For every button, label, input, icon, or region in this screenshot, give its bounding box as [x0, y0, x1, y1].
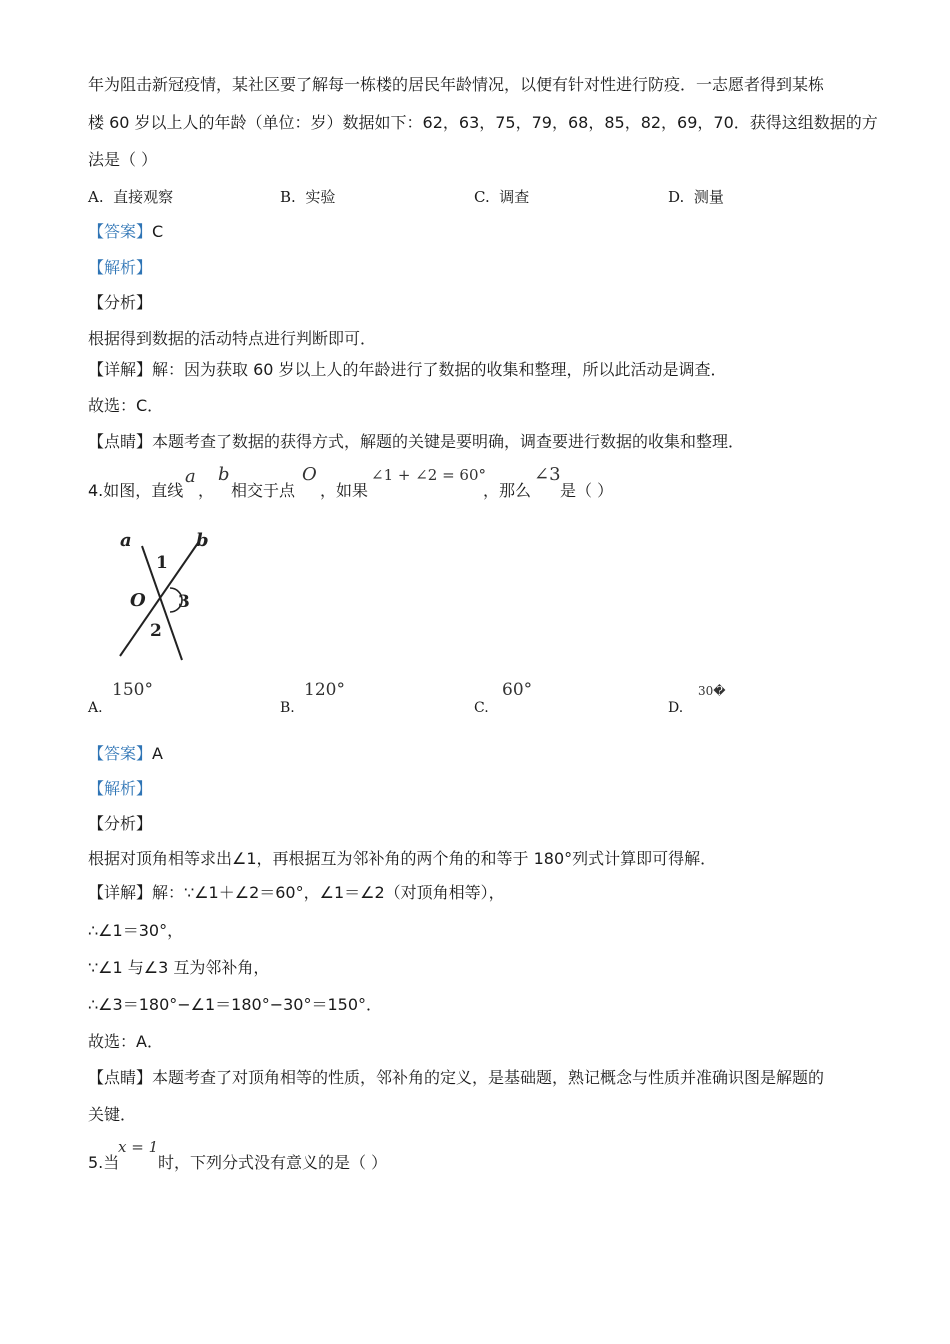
option-value: 60°	[502, 680, 533, 700]
q4-comma: ，	[198, 481, 215, 500]
option-label: D.	[668, 188, 685, 206]
q4-xiangjie	[88, 882, 505, 904]
label-3: 3	[178, 592, 190, 612]
q3-fenxi-text: 根据得到数据的活动特点进行判断即可．	[88, 329, 377, 348]
q4-dianjing-line2: 关键．	[88, 1105, 137, 1124]
q5-condition: x = 1	[118, 1138, 159, 1156]
answer-tag: 【答案】	[88, 222, 153, 241]
q3-fenxi-tag: 【分析】	[88, 293, 153, 312]
q3-option-b	[280, 186, 335, 207]
xiangjie-text: 解：∵∠1＋∠2＝60°，∠1＝∠2（对顶角相等），	[152, 883, 505, 902]
q4-step-3: ∴∠3＝180°−∠1＝180°−30°＝150°．	[88, 995, 383, 1014]
q4-prefix: 4.如图，直线	[88, 481, 184, 500]
q4-stem	[88, 464, 888, 500]
option-label: D.	[668, 700, 684, 716]
label-1: 1	[156, 553, 168, 573]
q4-guxuan: 故选：A．	[88, 1032, 163, 1051]
q5-stem	[88, 1140, 588, 1174]
answer-value: A	[152, 744, 163, 763]
label-2: 2	[150, 621, 162, 641]
line-b-symbol: b	[218, 464, 230, 485]
label-o: O	[130, 590, 146, 611]
q5-suffix: 时，下列分式没有意义的是（ ）	[158, 1153, 388, 1172]
option-value: 120°	[304, 680, 345, 700]
q4-mid2: ，如果	[320, 481, 369, 500]
q4-option-c	[474, 680, 624, 720]
option-value: 30�	[698, 684, 726, 698]
option-label: B.	[280, 188, 296, 206]
dianjing-tag: 【点睛】	[88, 1068, 153, 1087]
option-text: 调查	[499, 188, 530, 206]
q3-answer	[88, 221, 163, 243]
option-text: 直接观察	[113, 188, 174, 206]
label-a: a	[120, 530, 132, 551]
q4-fenxi-tag: 【分析】	[88, 814, 153, 833]
option-text: 测量	[693, 188, 724, 206]
q4-dianjing	[88, 1067, 824, 1089]
q4-suffix: 是（ ）	[560, 481, 614, 500]
option-label: C.	[474, 188, 490, 206]
q4-answer	[88, 743, 163, 765]
q4-option-b	[280, 680, 430, 720]
q3-guxuan: 故选：C．	[88, 396, 164, 415]
xiangjie-tag: 【详解】	[88, 883, 153, 902]
dianjing-text: 本题考查了对顶角相等的性质，邻补角的定义，是基础题，熟记概念与性质并准确识图是解题的	[152, 1068, 825, 1087]
option-label: A.	[88, 700, 103, 716]
dianjing-text: 本题考查了数据的获得方式，解题的关键是要明确，调查要进行数据的收集和整理．	[152, 432, 745, 451]
q4-condition: ∠1 + ∠2 = 60°	[371, 466, 487, 484]
q4-jiexi-tag: 【解析】	[88, 779, 153, 798]
q3-jiexi-tag: 【解析】	[88, 258, 153, 277]
xiangjie-tag: 【详解】	[88, 360, 153, 379]
q4-fenxi-text: 根据对顶角相等求出∠1，再根据互为邻补角的两个角的和等于 180°列式计算即可得解．	[88, 849, 717, 868]
intersecting-lines-figure	[112, 528, 222, 664]
q4-option-d	[668, 680, 818, 720]
q4-mid3: ，那么	[483, 481, 532, 500]
answer-tag: 【答案】	[88, 744, 153, 763]
q5-prefix: 5.当	[88, 1153, 120, 1172]
angle-3-symbol: ∠3	[534, 464, 561, 485]
dianjing-tag: 【点睛】	[88, 432, 153, 451]
q3-dianjing	[88, 431, 744, 453]
line-a-symbol: a	[185, 466, 196, 487]
q3-xiangjie	[88, 359, 727, 381]
point-o-symbol: O	[302, 464, 317, 485]
xiangjie-text: 解：因为获取 60 岁以上人的年龄进行了数据的收集和整理，所以此活动是调查．	[152, 360, 727, 379]
q4-option-a	[88, 680, 238, 720]
label-b: b	[196, 530, 209, 551]
q3-option-d	[668, 186, 724, 207]
q3-stem-line1: 年为阻击新冠疫情，某社区要了解每一栋楼的居民年龄情况，以便有针对性进行防疫．一志愿者得到某栋	[88, 75, 825, 94]
q3-option-a	[88, 186, 173, 207]
q4-mid1: 相交于点	[231, 481, 296, 500]
answer-value: C	[152, 222, 164, 241]
option-value: 150°	[112, 680, 153, 700]
option-text: 实验	[305, 188, 336, 206]
q3-stem-line3: 法是（ ）	[88, 150, 158, 169]
q3-option-c	[474, 186, 529, 207]
option-label: C.	[474, 700, 489, 716]
q4-step-1: ∴∠1＝30°，	[88, 921, 184, 940]
q3-stem-line2: 楼 60 岁以上人的年龄（单位：岁）数据如下：62，63，75，79，68，85，82，69，70．获得这组数据的方	[88, 113, 878, 132]
option-label: A.	[88, 188, 104, 206]
q4-step-2: ∵∠1 与∠3 互为邻补角，	[88, 958, 270, 977]
option-label: B.	[280, 700, 295, 716]
